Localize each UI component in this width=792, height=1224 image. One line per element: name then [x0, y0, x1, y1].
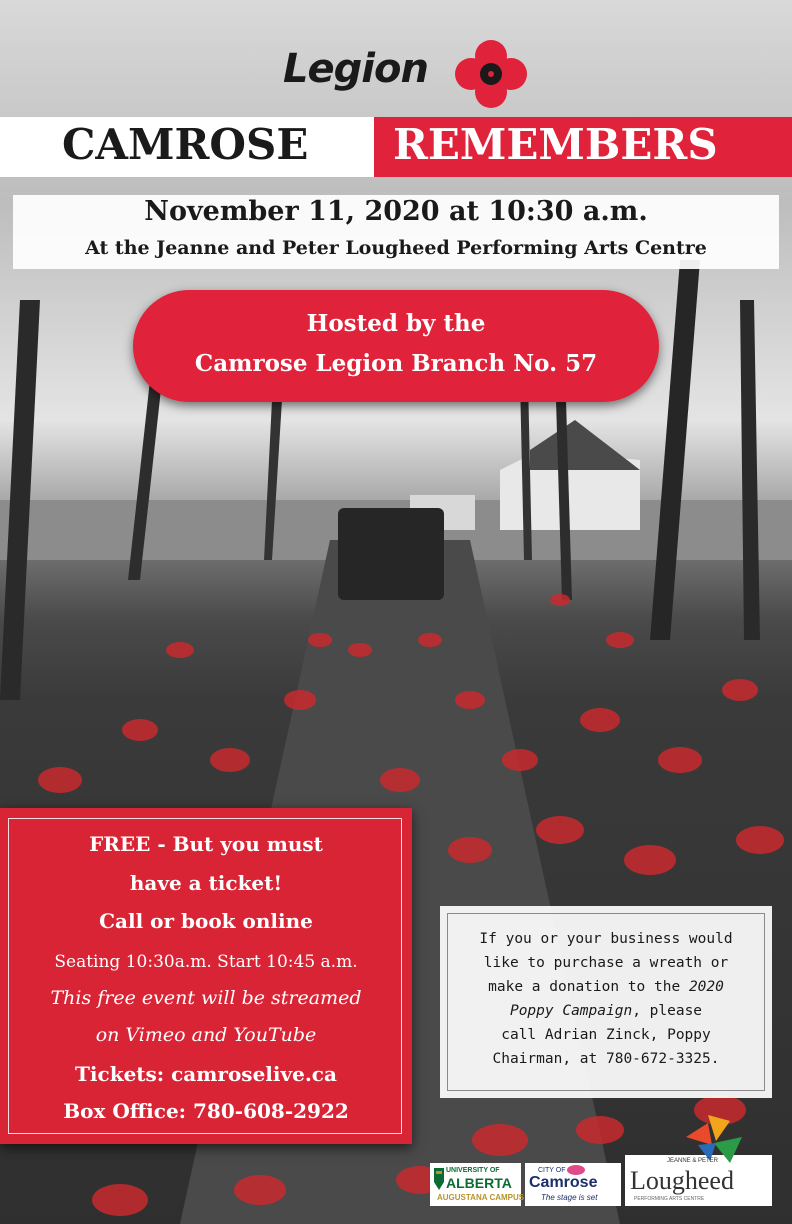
lougheed-text-main: Lougheed — [630, 1166, 734, 1195]
wreath-line-3 — [440, 979, 772, 995]
host-banner — [133, 290, 659, 402]
ua-text-top: UNIVERSITY OF — [446, 1167, 500, 1174]
host-line-1: Hosted by the — [306, 310, 486, 337]
lougheed-emblem-icon — [686, 1115, 742, 1163]
wreath-line-3b: 2020 — [688, 979, 724, 995]
camrose-tagline: The stage is set — [541, 1193, 598, 1202]
wreath-line-4a: Poppy Campaign — [509, 1003, 633, 1019]
wreath-line-4b: , please — [632, 1003, 703, 1019]
event-venue: At the Jeanne and Peter Lougheed Performing Arts Centre — [85, 237, 707, 259]
camrose-text-main: Camrose — [529, 1174, 598, 1191]
wreath-line-3a: make a donation to the — [488, 979, 689, 995]
ticket-info-frame — [8, 818, 402, 1134]
ua-text-main: ALBERTA — [446, 1175, 512, 1191]
host-line-2: Camrose Legion Branch No. 57 — [194, 350, 598, 377]
wreath-line-2: like to purchase a wreath or — [483, 955, 729, 971]
event-date: November 11, 2020 at 10:30 a.m. — [144, 196, 648, 227]
wreath-line-6: Chairman, at 780-672-3325. — [492, 1051, 720, 1067]
ticket-website: Tickets: camroselive.ca — [75, 1062, 337, 1086]
camrose-text-top: CITY OF — [538, 1167, 566, 1174]
ua-crest-icon — [434, 1168, 444, 1190]
lougheed-text-top: JEANNE & PETER — [667, 1158, 719, 1164]
title-camrose: CAMROSE — [62, 120, 309, 169]
title-remembers: REMEMBERS — [393, 120, 718, 169]
lougheed-text-bottom: PERFORMING ARTS CENTRE — [634, 1196, 705, 1202]
ticket-stream-1: This free event will be streamed — [50, 987, 362, 1009]
logo-text: Legion — [283, 46, 428, 92]
ticket-call-or-book: Call or book online — [99, 909, 313, 933]
wreath-line-4 — [440, 1003, 772, 1019]
legion-logo — [283, 38, 543, 120]
ticket-required: have a ticket! — [129, 871, 283, 895]
ua-text-campus: AUGUSTANA CAMPUS — [437, 1193, 525, 1202]
wreath-line-1: If you or your business would — [479, 931, 733, 947]
ticket-stream-2: on Vimeo and YouTube — [95, 1024, 317, 1046]
wreath-line-5: call Adrian Zinck, Poppy — [501, 1027, 711, 1043]
ticket-free: FREE - But you must — [89, 832, 323, 856]
ticket-box-office: Box Office: 780-608-2922 — [63, 1099, 349, 1123]
ticket-seating: Seating 10:30a.m. Start 10:45 a.m. — [54, 952, 358, 972]
poppy-icon — [453, 38, 529, 114]
